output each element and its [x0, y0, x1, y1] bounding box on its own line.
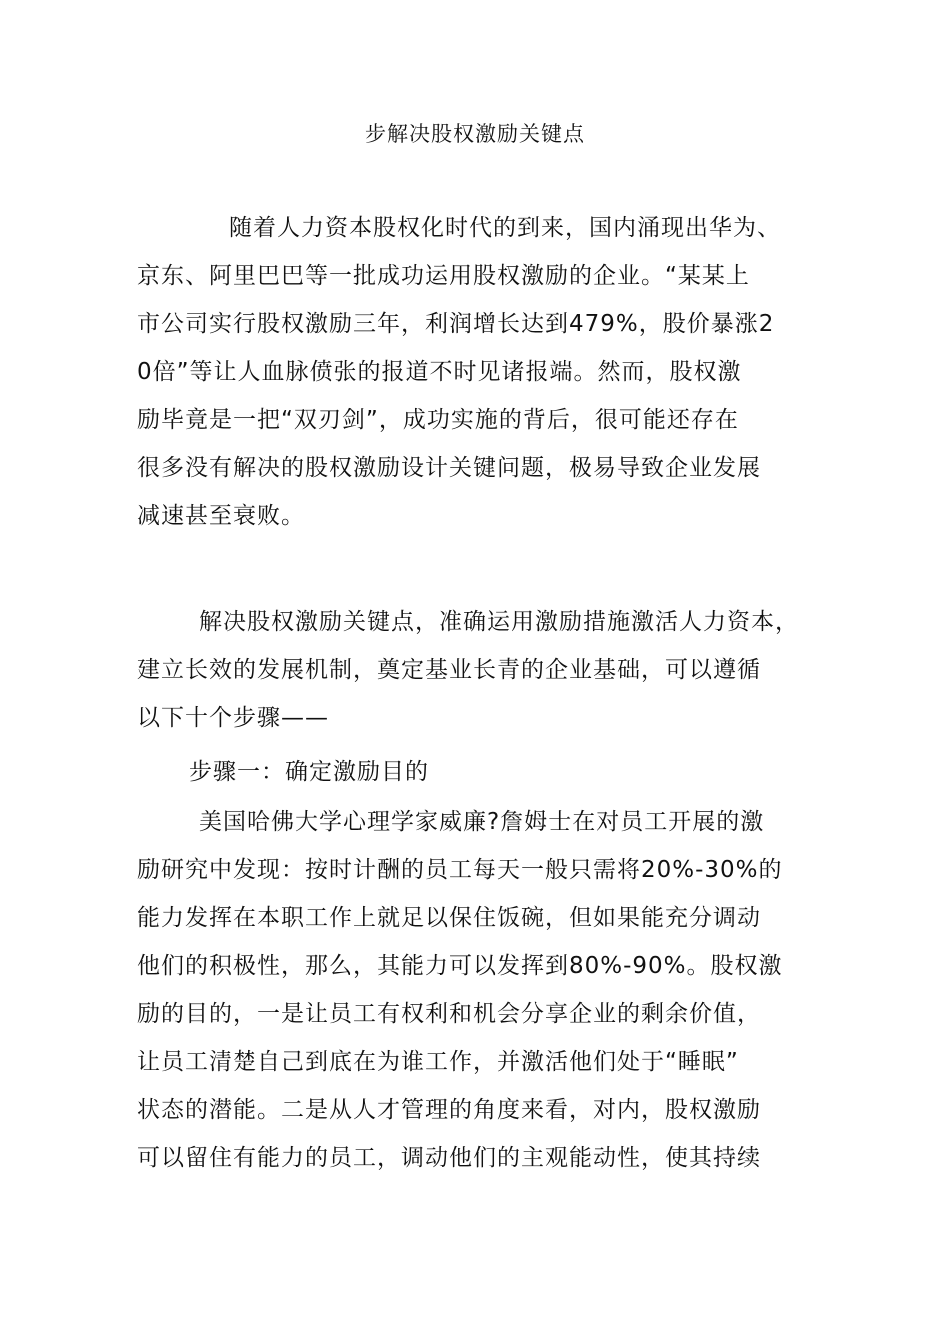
- text-line: 解决股权激励关键点，准确运用激励措施激活人力资本，: [199, 609, 799, 635]
- text-line: 很多没有解决的股权激励设计关键问题，极易导致企业发展: [137, 455, 761, 481]
- text-line: 京东、阿里巴巴等一批成功运用股权激励的企业。“某某上: [137, 263, 750, 289]
- text-line: 减速甚至衰败。: [137, 503, 305, 529]
- document-title: 步解决股权激励关键点: [365, 122, 585, 146]
- text-line: 他们的积极性，那么，其能力可以发挥到80%-90%。股权激: [137, 953, 783, 979]
- text-line: 0倍”等让人血脉偾张的报道不时见诸报端。然而，股权激: [137, 359, 742, 385]
- text-line: 美国哈佛大学心理学家威廉?詹姆士在对员工开展的激: [199, 809, 765, 835]
- text-line: 可以留住有能力的员工，调动他们的主观能动性，使其持续: [137, 1145, 761, 1171]
- text-line: 励毕竟是一把“双刃剑”，成功实施的背后，很可能还存在: [137, 407, 739, 433]
- text-line: 让员工清楚自己到底在为谁工作，并激活他们处于“睡眠”: [137, 1049, 739, 1075]
- text-line: 励研究中发现：按时计酬的员工每天一般只需将20%-30%的: [137, 857, 783, 883]
- paragraph-ten-steps: [137, 598, 827, 742]
- text-line: 状态的潜能。二是从人才管理的角度来看，对内，股权激励: [137, 1097, 761, 1123]
- step-one-heading: [137, 748, 827, 796]
- text-line: 市公司实行股权激励三年，利润增长达到479%，股价暴涨2: [137, 311, 775, 337]
- paragraph-step-one: [137, 798, 827, 1182]
- paragraph-intro: [137, 204, 827, 540]
- text-line: 以下十个步骤——: [137, 705, 329, 731]
- text-line: 建立长效的发展机制，奠定基业长青的企业基础，可以遵循: [137, 657, 761, 683]
- text-line: 随着人力资本股权化时代的到来，国内涌现出华为、: [229, 215, 781, 241]
- text-line: 步骤一：确定激励目的: [189, 759, 429, 785]
- text-line: 能力发挥在本职工作上就足以保住饭碗，但如果能充分调动: [137, 905, 761, 931]
- text-line: 励的目的，一是让员工有权利和机会分享企业的剩余价值，: [137, 1001, 761, 1027]
